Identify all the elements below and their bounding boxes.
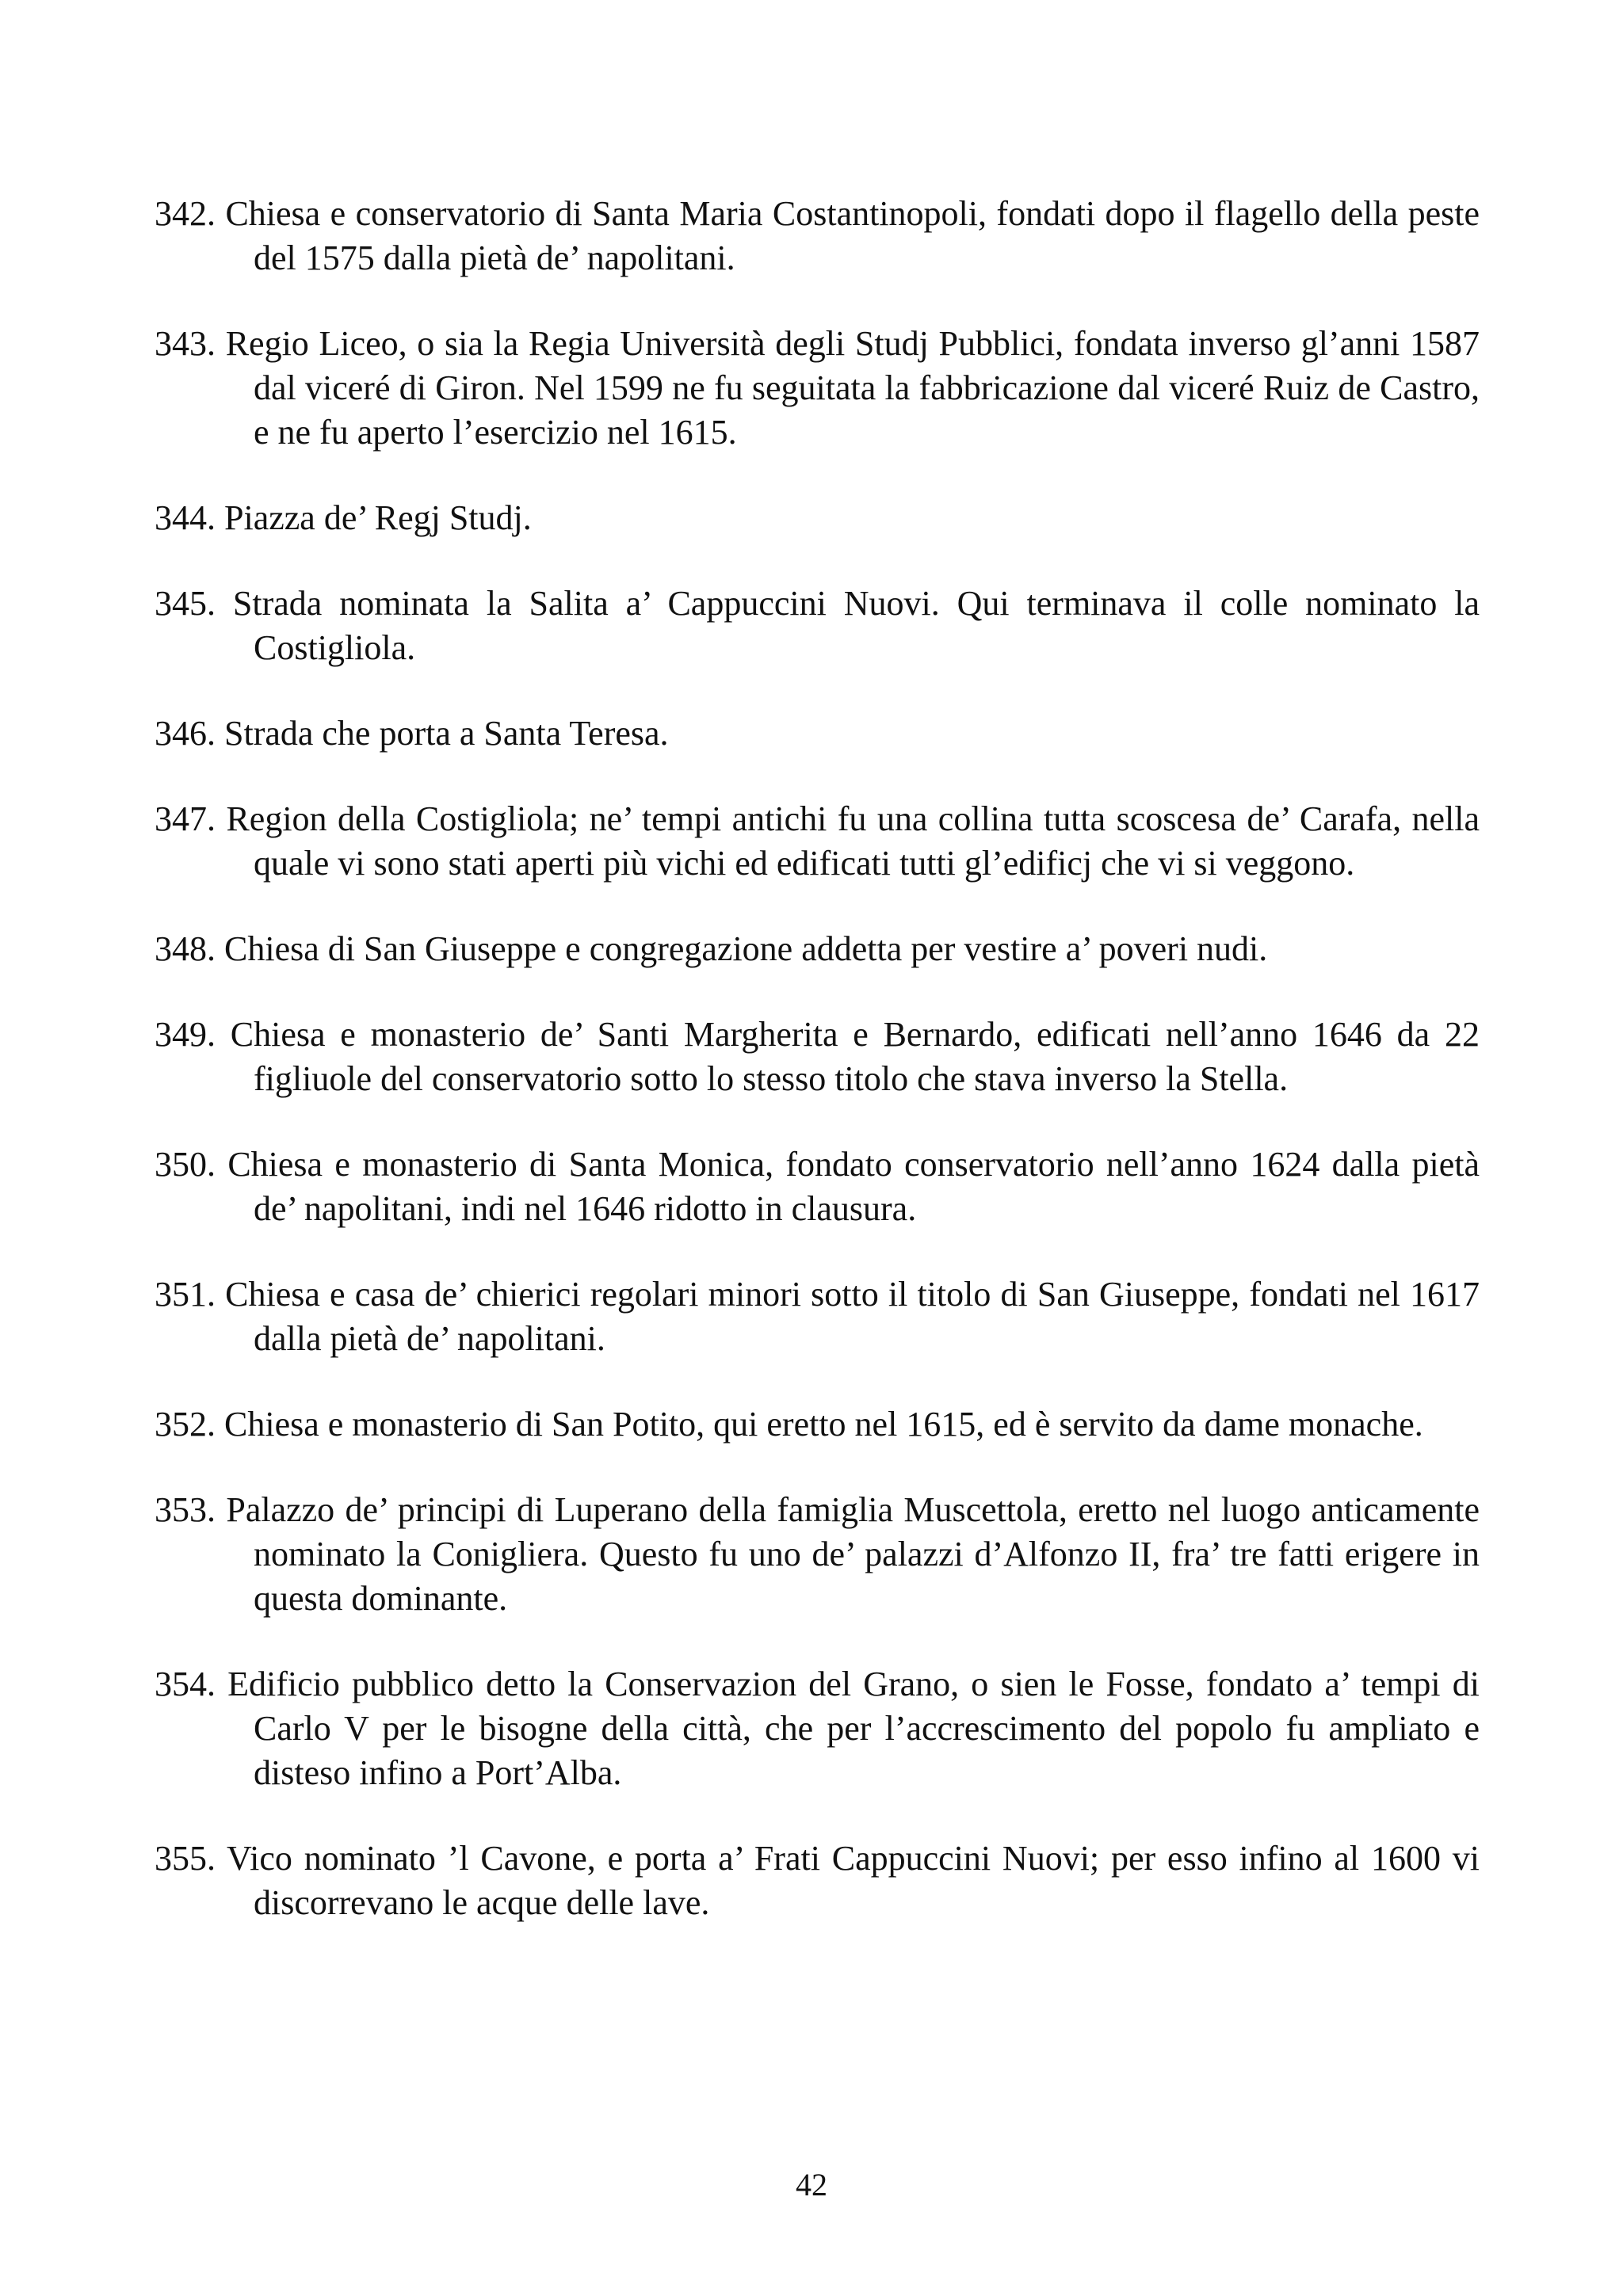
entry-text: Chiesa e conservatorio di Santa Maria Costantinopoli, fondati dopo il flagello della peste del 1575 dalla pietà de’ napolitani. [225,194,1480,277]
entry-number: 351. [155,1275,216,1314]
entry-number: 343. [155,324,216,363]
entry-number: 345. [155,584,216,623]
entry-text: Chiesa di San Giuseppe e congregazione addetta per vestire a’ poveri nudi. [224,929,1268,968]
entry-text: Chiesa e monasterio de’ Santi Margherita e Bernardo, edificati nell’anno 1646 da 22 figliuole del conservatorio sotto lo stesso titolo che stava inverso la Stella. [230,1015,1480,1098]
entry-number: 354. [155,1665,216,1703]
entry-346 [155,711,1480,756]
entry-number: 353. [155,1490,216,1529]
entry-number: 348. [155,929,216,968]
entry-342 [155,192,1480,280]
entry-text: Region della Costigliola; ne’ tempi antichi fu una collina tutta scoscesa de’ Carafa, nella quale vi sono stati aperti più vichi ed edificati tutti gl’edificj che vi si veggono. [226,799,1480,883]
entry-text: Chiesa e monasterio di Santa Monica, fondato conservatorio nell’anno 1624 dalla pietà de’ napolitani, indi nel 1646 ridotto in clausura. [227,1145,1480,1228]
entry-text: Edificio pubblico detto la Conservazion del Grano, o sien le Fosse, fondato a’ tempi di Carlo V per le bisogne della città, che per l’accrescimento del popolo fu ampliato e disteso infino a Port’Alba. [227,1665,1480,1792]
entry-number: 352. [155,1405,216,1444]
entry-text: Chiesa e casa de’ chierici regolari minori sotto il titolo di San Giuseppe, fondati nel 1617 dalla pietà de’ napolitani. [225,1275,1480,1358]
entry-348 [155,927,1480,971]
entry-text: Strada che porta a Santa Teresa. [224,714,669,753]
entry-352 [155,1402,1480,1447]
entry-number: 349. [155,1015,216,1054]
entry-349 [155,1013,1480,1101]
page-number: 42 [796,2167,827,2203]
entry-345 [155,582,1480,670]
page-content [155,192,1480,1966]
entry-353 [155,1488,1480,1621]
entry-text: Regio Liceo, o sia la Regia Università degli Studj Pubblici, fondata inverso gl’anni 1587 dal viceré di Giron. Nel 1599 ne fu seguitata la fabbricazione dal viceré Ruiz de Castro, e ne fu aperto l’esercizio nel 1615. [225,324,1480,452]
entry-347 [155,797,1480,886]
entry-344 [155,496,1480,540]
entry-text: Palazzo de’ principi di Luperano della famiglia Muscettola, eretto nel luogo anticamente nominato la Conigliera. Questo fu uno de’ palazzi d’Alfonzo II, fra’ tre fatti erigere in questa dominante. [226,1490,1480,1618]
entry-text: Strada nominata la Salita a’ Cappuccini Nuovi. Qui terminava il colle nominato la Costigliola. [232,584,1480,667]
entry-number: 355. [155,1839,216,1878]
entry-343 [155,322,1480,455]
entry-354 [155,1662,1480,1795]
entry-350 [155,1142,1480,1231]
entry-number: 347. [155,799,216,838]
entry-351 [155,1272,1480,1361]
entry-text: Vico nominato ’l Cavone, e porta a’ Frati Cappuccini Nuovi; per esso infino al 1600 vi discorrevano le acque delle lave. [227,1839,1480,1922]
entry-number: 344. [155,498,216,537]
entry-number: 342. [155,194,216,233]
entry-355 [155,1836,1480,1925]
entry-number: 350. [155,1145,216,1184]
entry-text: Chiesa e monasterio di San Potito, qui eretto nel 1615, ed è servito da dame monache. [224,1405,1423,1444]
entry-text: Piazza de’ Regj Studj. [224,498,532,537]
entry-number: 346. [155,714,216,753]
